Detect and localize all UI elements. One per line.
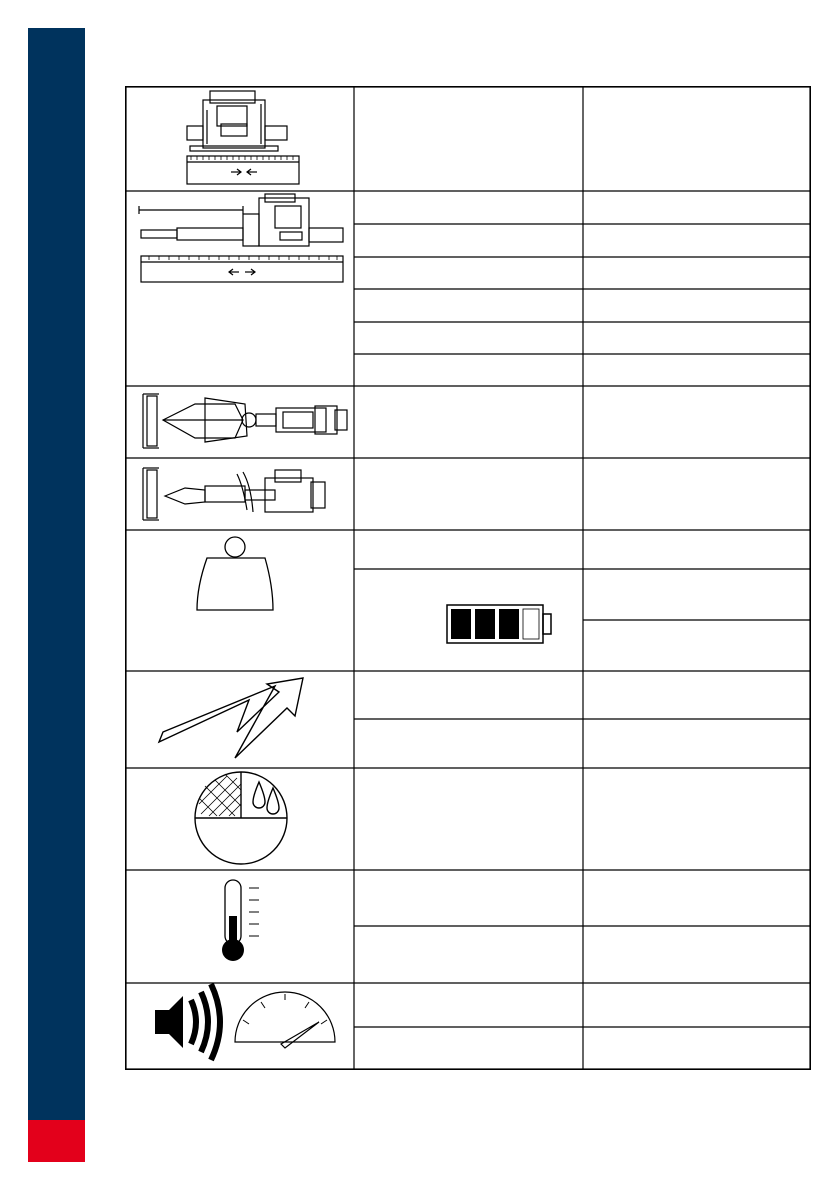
open-tool-width-icon	[139, 194, 343, 282]
page-sidebar	[28, 28, 85, 1162]
sidebar-blue-band	[28, 28, 85, 1120]
dust-water-protection-icon	[195, 772, 287, 864]
sidebar-red-tab	[28, 1120, 85, 1162]
specification-table	[125, 86, 811, 1070]
closed-tool-width-icon	[187, 91, 299, 184]
noise-level-icon	[155, 984, 335, 1060]
battery-icon	[447, 605, 551, 643]
thermometer-icon	[222, 880, 259, 961]
tool-length-top-view-icon	[143, 394, 347, 448]
tool-length-side-view-icon	[143, 468, 325, 520]
power-arrow-icon	[159, 678, 303, 758]
weight-icon	[197, 537, 273, 610]
